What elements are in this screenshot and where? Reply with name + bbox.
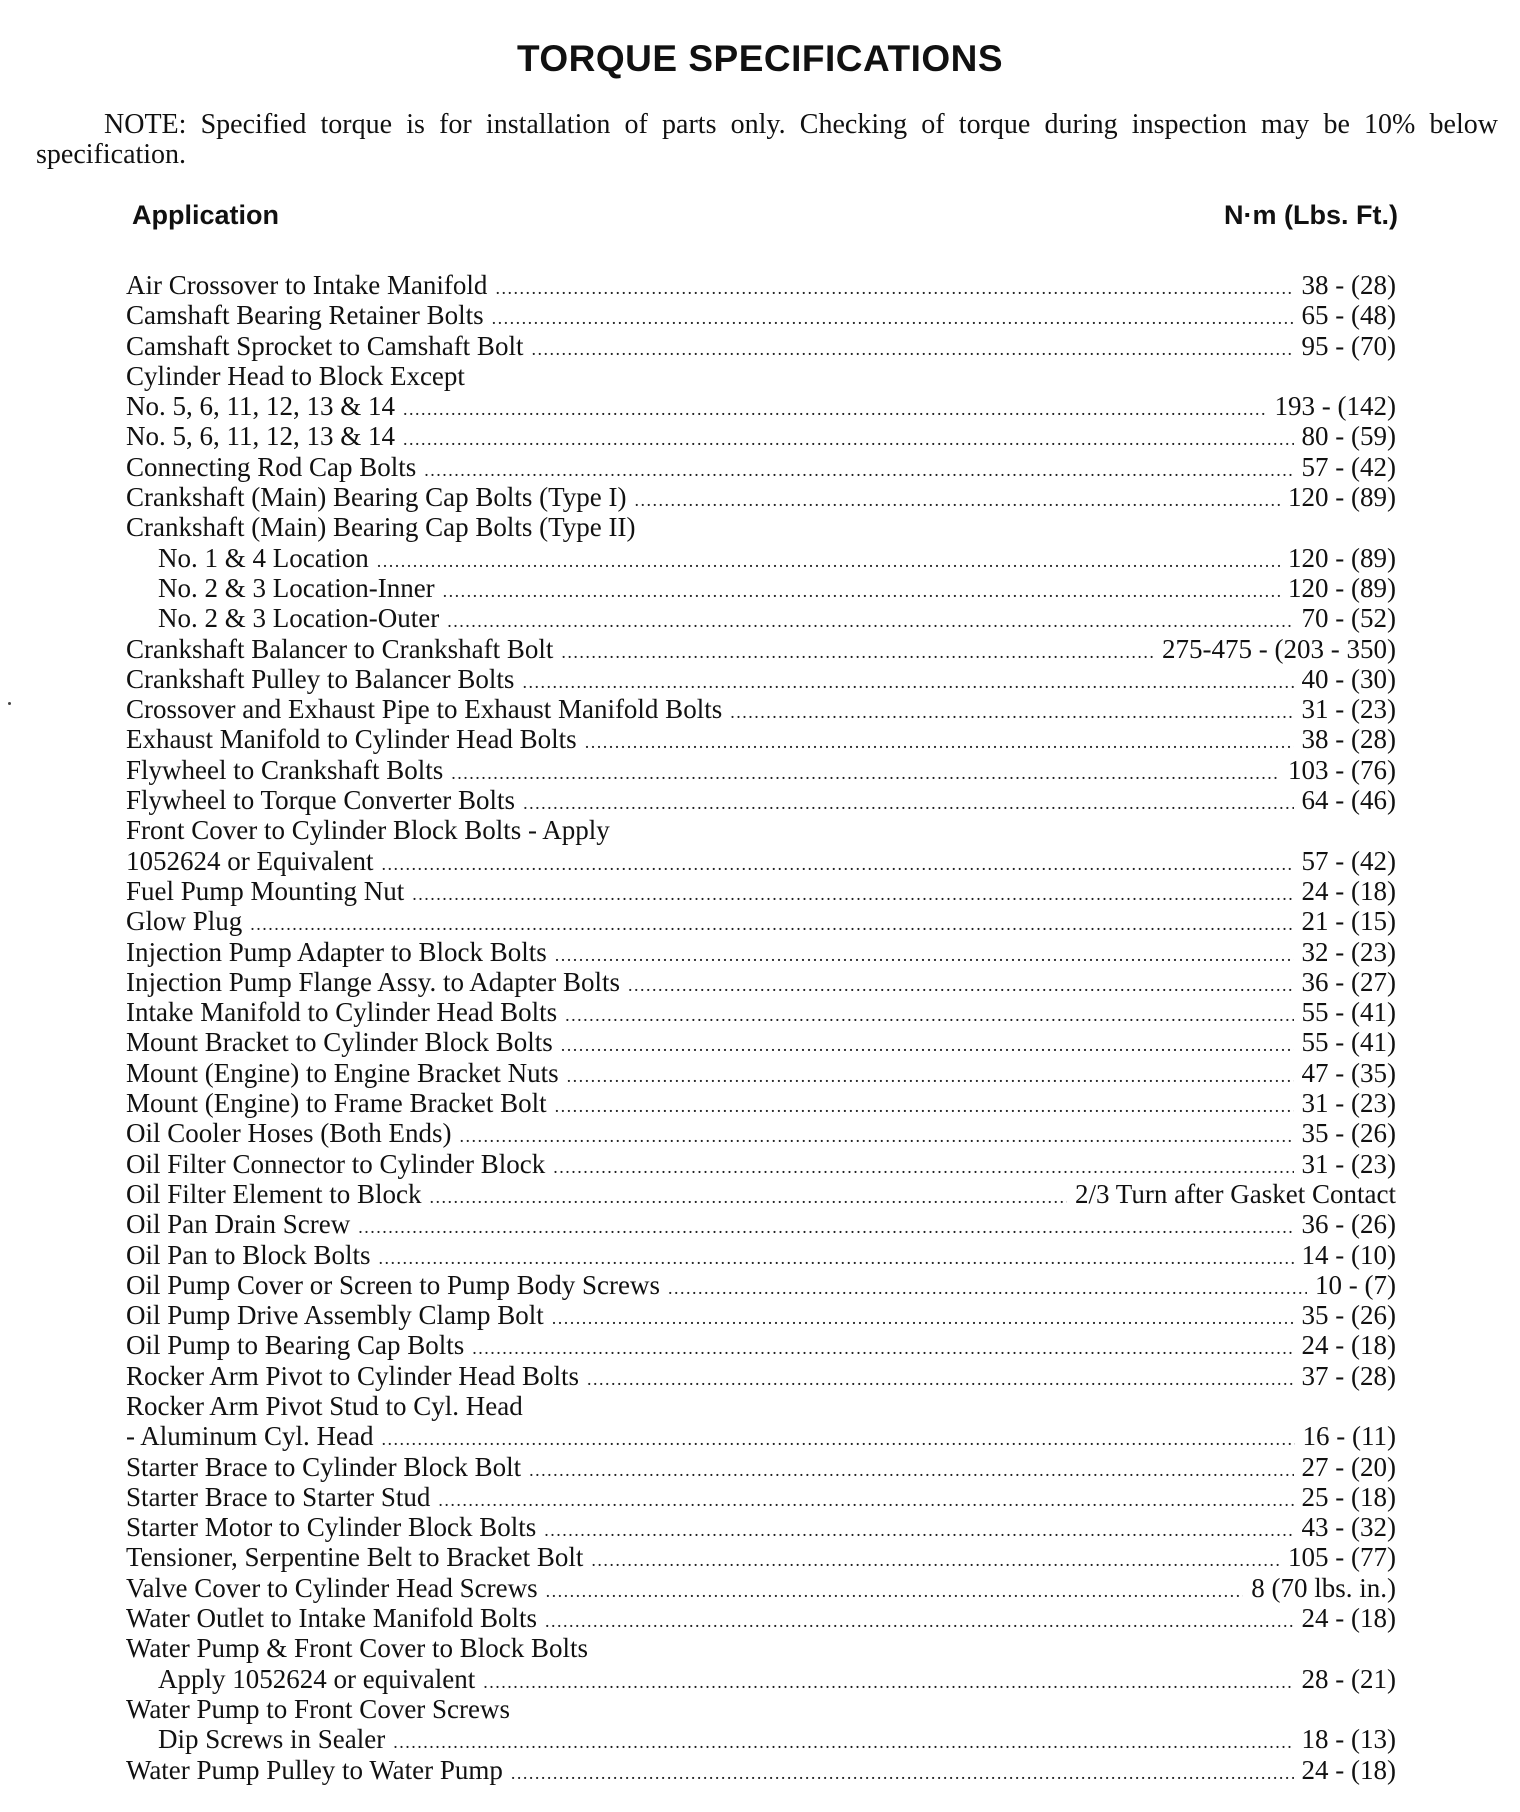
dot-leader [393,1724,1293,1757]
dot-leader [424,452,1293,485]
dot-leader [546,1573,1244,1606]
spec-torque-value: 57 - (42) [1301,845,1396,876]
dot-leader [483,1664,1293,1697]
spec-row [126,724,1396,754]
spec-application-label: Air Crossover to Intake Manifold [126,270,488,300]
dot-leader [591,1542,1280,1575]
spec-torque-value: 103 - (76) [1288,754,1396,785]
spec-row [126,1755,1396,1785]
dot-leader [412,876,1293,909]
spec-torque-value: 43 - (32) [1301,1512,1396,1543]
spec-row [126,1088,1396,1118]
dot-leader [459,1118,1293,1151]
spec-application-label: Starter Motor to Cylinder Block Bolts [126,1512,537,1543]
spec-torque-value: 57 - (42) [1301,451,1396,482]
spec-application-label: No. 5, 6, 11, 12, 13 & 14 [126,391,395,422]
spec-row [126,664,1396,694]
spec-application-label: Starter Brace to Starter Stud [126,1481,431,1512]
spec-application-label: Camshaft Sprocket to Camshaft Bolt [126,330,524,361]
spec-application-label: Glow Plug [126,906,243,937]
spec-row [126,603,1396,633]
dot-leader [522,664,1293,697]
spec-row [126,1179,1396,1209]
spec-row [126,1573,1396,1603]
spec-row [126,1694,1396,1724]
spec-application-label: Injection Pump Adapter to Block Bolts [126,936,547,967]
dot-leader [565,997,1293,1030]
spec-application-label: Mount Bracket to Cylinder Block Bolts [126,1027,553,1058]
spec-row [126,1542,1396,1572]
spec-application-label: Oil Cooler Hoses (Both Ends) [126,1118,452,1149]
spec-torque-value: 35 - (26) [1301,1300,1396,1331]
spec-row [126,270,1396,300]
spec-application-label: Rocker Arm Pivot to Cylinder Head Bolts [126,1360,579,1391]
spec-application-label: Tensioner, Serpentine Belt to Bracket Bolt [126,1542,584,1573]
spec-torque-value: 120 - (89) [1288,572,1396,603]
spec-torque-value: 28 - (21) [1301,1663,1396,1694]
spec-row [126,1300,1396,1330]
spec-application-label: Front Cover to Cylinder Block Bolts - Apply [126,815,610,846]
spec-row [126,573,1396,603]
spec-application-label: Crossover and Exhaust Pipe to Exhaust Manifold Bolts [126,694,723,725]
spec-torque-value: 95 - (70) [1301,330,1396,361]
spec-torque-value: 24 - (18) [1301,1330,1396,1361]
spec-torque-value: 24 - (18) [1301,1603,1396,1634]
spec-row [126,421,1396,451]
spec-torque-value: 37 - (28) [1301,1360,1396,1391]
spec-row [126,543,1396,573]
spec-row [126,361,1396,391]
dot-leader [403,421,1294,454]
spec-row [126,1512,1396,1542]
spec-row [126,1391,1396,1421]
spec-row [126,634,1396,664]
spec-row [126,452,1396,482]
spec-application-label: Oil Pan to Block Bolts [126,1239,371,1270]
spec-application-label: 1052624 or Equivalent [126,845,374,876]
dot-leader [511,1755,1294,1788]
spec-row [126,694,1396,724]
dot-leader [668,1270,1307,1303]
dot-leader [567,1058,1294,1091]
spec-torque-value: 55 - (41) [1301,997,1396,1028]
spec-application-label: Fuel Pump Mounting Nut [126,875,405,906]
spec-application-label: Flywheel to Crankshaft Bolts [126,754,444,785]
spec-torque-value: 65 - (48) [1301,300,1396,331]
dot-leader [381,846,1293,879]
spec-torque-value: 32 - (23) [1301,936,1396,967]
dot-leader [561,634,1154,667]
dot-leader [552,1300,1294,1333]
spec-row [126,1603,1396,1633]
dot-leader [635,482,1281,515]
spec-torque-value: 120 - (89) [1288,542,1396,573]
spec-torque-value: 105 - (77) [1288,1542,1396,1573]
spec-torque-value: 24 - (18) [1301,1754,1396,1785]
spec-torque-value: 70 - (52) [1301,603,1396,634]
spec-row [126,967,1396,997]
dot-leader [730,694,1293,727]
spec-application-label: Oil Pump Drive Assembly Clamp Bolt [126,1300,544,1331]
spec-application-label: Water Pump Pulley to Water Pump [126,1754,503,1785]
spec-row [126,876,1396,906]
spec-row [126,1361,1396,1391]
spec-row [126,815,1396,845]
spec-row [126,997,1396,1027]
spec-row [126,1452,1396,1482]
spec-torque-value: 35 - (26) [1301,1118,1396,1149]
dot-leader [561,1027,1294,1060]
spec-torque-value: 38 - (28) [1301,270,1396,300]
dot-leader [492,300,1294,333]
spec-torque-value: 10 - (7) [1315,1269,1396,1300]
spec-application-label: Water Pump to Front Cover Screws [126,1693,511,1724]
note-paragraph: NOTE: Specified torque is for installation of parts only. Checking of torque during inspection may be 10% below specification. [36,109,1498,170]
spec-torque-value: 2/3 Turn after Gasket Contact [1075,1178,1396,1209]
spec-row [126,512,1396,542]
spec-row [126,1209,1396,1239]
stray-mark [8,702,11,705]
spec-application-label: Water Outlet to Intake Manifold Bolts [126,1603,537,1634]
dot-leader [451,755,1280,788]
spec-application-label: Oil Filter Element to Block [126,1178,422,1209]
dot-leader [379,1240,1294,1273]
dot-leader [553,1149,1293,1182]
spec-row [126,1118,1396,1148]
spec-torque-value: 24 - (18) [1301,875,1396,906]
spec-application-label: Crankshaft Pulley to Balancer Bolts [126,663,515,694]
spec-row [126,1240,1396,1270]
dot-leader [555,1088,1294,1121]
spec-torque-value: 120 - (89) [1288,482,1396,513]
dot-leader [447,603,1293,636]
spec-application-label: Mount (Engine) to Engine Bracket Nuts [126,1057,559,1088]
spec-torque-value: 31 - (23) [1301,1148,1396,1179]
page-title: TORQUE SPECIFICATIONS [516,38,1004,79]
spec-torque-value: 40 - (30) [1301,663,1396,694]
spec-torque-value: 31 - (23) [1301,694,1396,725]
application-column-header: Application [132,200,279,230]
dot-leader [555,937,1294,970]
spec-torque-value: 14 - (10) [1301,1239,1396,1270]
dot-leader [523,785,1293,818]
dot-leader [250,906,1293,939]
spec-application-label: Oil Pump to Bearing Cap Bolts [126,1330,465,1361]
spec-row [126,300,1396,330]
dot-leader [438,1482,1293,1515]
spec-application-label: Crankshaft (Main) Bearing Cap Bolts (Type I) [126,482,627,513]
spec-row [126,1664,1396,1694]
dot-leader [403,391,1267,424]
spec-torque-value: 38 - (28) [1301,724,1396,755]
dot-leader [381,1421,1294,1454]
spec-row [126,785,1396,815]
torque-spec-list [126,270,1396,1785]
spec-torque-value: 18 - (13) [1301,1724,1396,1755]
spec-torque-value: 31 - (23) [1301,1088,1396,1119]
dot-leader [495,270,1293,303]
spec-row [126,846,1396,876]
dot-leader [377,543,1280,576]
spec-row [126,1724,1396,1754]
spec-application-label: Camshaft Bearing Retainer Bolts [126,300,484,331]
spec-application-label: Oil Pump Cover or Screen to Pump Body Screws [126,1269,660,1300]
dot-leader [531,331,1293,364]
dot-leader [545,1603,1294,1636]
spec-row [126,906,1396,936]
spec-application-label: Crankshaft Balancer to Crankshaft Bolt [126,633,554,664]
spec-torque-value: 47 - (35) [1301,1057,1396,1088]
spec-torque-value: 8 (70 lbs. in.) [1251,1572,1396,1603]
spec-application-label: Cylinder Head to Block Except [126,360,465,391]
spec-application-label: Oil Pan Drain Screw [126,1209,351,1240]
spec-row [126,1421,1396,1451]
spec-torque-value: 275-475 - (203 - 350) [1162,633,1396,664]
dot-leader [358,1209,1293,1242]
dot-leader [587,1361,1294,1394]
spec-application-label: Exhaust Manifold to Cylinder Head Bolts [126,724,577,755]
dot-leader [544,1512,1293,1545]
spec-application-label: - Aluminum Cyl. Head [126,1421,374,1452]
spec-torque-value: 21 - (15) [1301,906,1396,937]
spec-torque-value: 80 - (59) [1301,421,1396,452]
spec-application-label: Dip Screws in Sealer [158,1724,386,1755]
spec-application-label: Starter Brace to Cylinder Block Bolt [126,1451,522,1482]
spec-application-label: No. 5, 6, 11, 12, 13 & 14 [126,421,395,452]
spec-row [126,391,1396,421]
spec-row [126,755,1396,785]
spec-application-label: Apply 1052624 or equivalent [158,1663,476,1694]
spec-application-label: Valve Cover to Cylinder Head Screws [126,1572,538,1603]
dot-leader [628,967,1294,1000]
spec-row [126,1058,1396,1088]
spec-row [126,1270,1396,1300]
torque-unit-column-header: N·m (Lbs. Ft.) [1224,200,1398,230]
spec-torque-value: 36 - (26) [1301,1209,1396,1240]
spec-application-label: Flywheel to Torque Converter Bolts [126,785,516,816]
spec-row [126,1482,1396,1512]
spec-row [126,1149,1396,1179]
spec-application-label: Mount (Engine) to Frame Bracket Bolt [126,1088,547,1119]
spec-application-label: No. 2 & 3 Location-Inner [158,572,435,603]
spec-torque-value: 16 - (11) [1302,1421,1396,1452]
spec-torque-value: 64 - (46) [1301,785,1396,816]
spec-application-label: Rocker Arm Pivot Stud to Cyl. Head [126,1390,523,1421]
dot-leader [585,724,1294,757]
spec-row [126,1330,1396,1360]
spec-application-label: No. 1 & 4 Location [158,542,369,573]
spec-torque-value: 27 - (20) [1301,1451,1396,1482]
spec-row [126,1027,1396,1057]
dot-leader [443,573,1280,606]
spec-application-label: No. 2 & 3 Location-Outer [158,603,440,634]
dot-leader [529,1452,1293,1485]
spec-row [126,331,1396,361]
spec-row [126,937,1396,967]
dot-leader [472,1330,1293,1363]
spec-torque-value: 25 - (18) [1301,1481,1396,1512]
spec-row [126,1633,1396,1663]
spec-torque-value: 36 - (27) [1301,966,1396,997]
spec-application-label: Water Pump & Front Cover to Block Bolts [126,1633,589,1664]
spec-application-label: Connecting Rod Cap Bolts [126,451,417,482]
spec-application-label: Oil Filter Connector to Cylinder Block [126,1148,546,1179]
spec-application-label: Intake Manifold to Cylinder Head Bolts [126,997,558,1028]
spec-application-label: Crankshaft (Main) Bearing Cap Bolts (Type II) [126,512,636,543]
spec-torque-value: 193 - (142) [1274,391,1396,422]
spec-torque-value: 55 - (41) [1301,1027,1396,1058]
spec-application-label: Injection Pump Flange Assy. to Adapter Bolts [126,966,620,997]
dot-leader [429,1179,1067,1212]
spec-row [126,482,1396,512]
